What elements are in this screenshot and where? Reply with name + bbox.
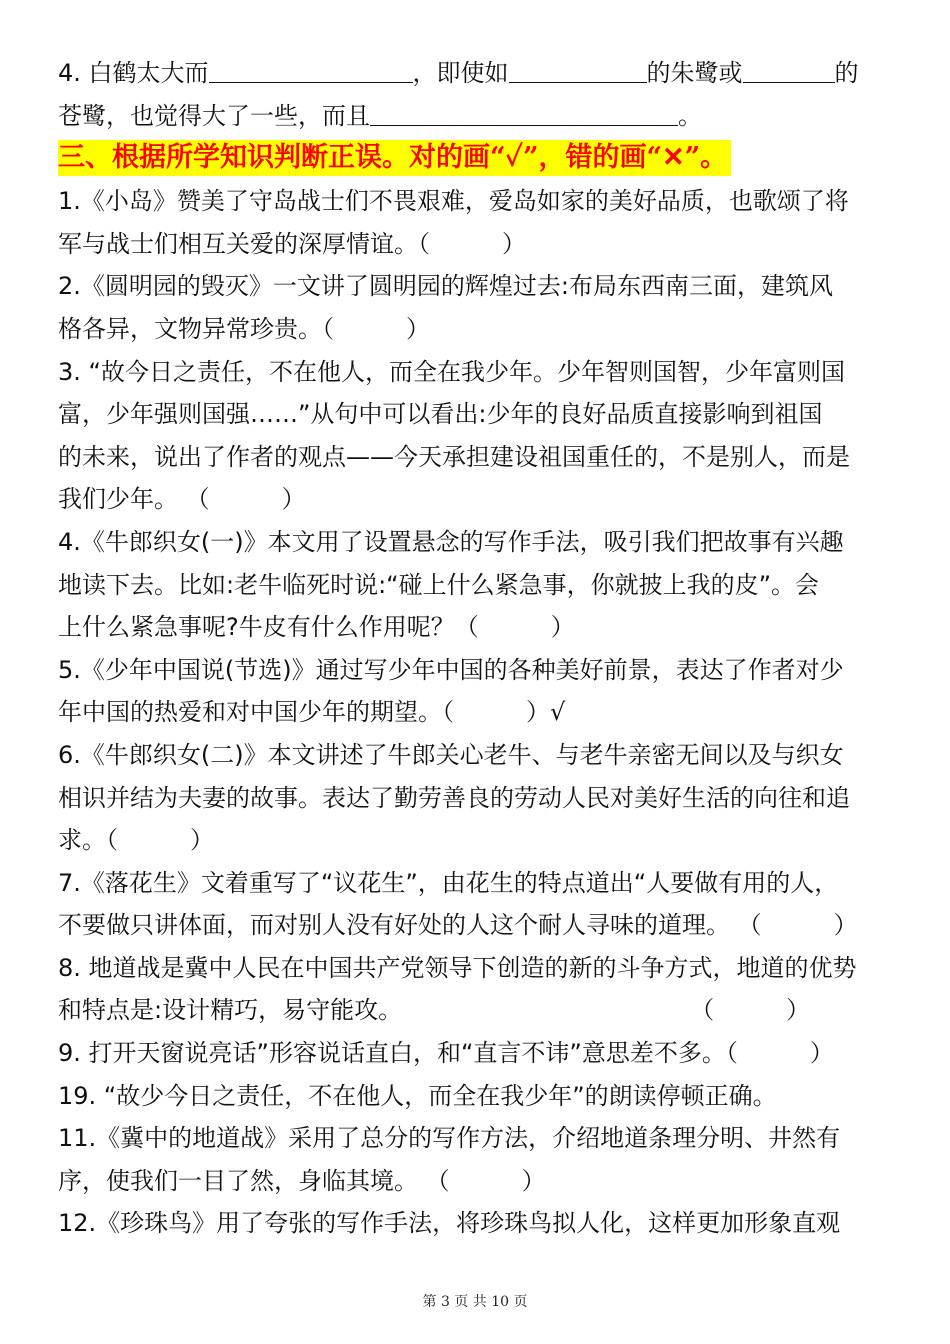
question-line: 5.《少年中国说(节选)》通过写少年中国的各种美好前景，表达了作者对少 [58,655,844,684]
page-footer: 第 3 页 共 10 页 [422,1294,528,1310]
question-line: 年中国的热爱和对中国少年的期望。（ ）√ [58,698,566,727]
question-item [58,734,898,862]
question-line: 6.《牛郎织女(二)》本文讲述了牛郎关心老牛、与老牛亲密无间以及与织女 [58,740,844,769]
question-line: 1.《小岛》赞美了守岛战士们不畏艰难，爱岛如家的美好品质，也歌颂了将 [58,187,849,216]
answer-blank[interactable] [743,60,835,83]
answer-blank[interactable] [370,103,678,126]
page-content [58,52,898,1245]
question-line: 9. 打开天窗说亮话”形容说话直白，和“直言不讳”意思差不多。（ ） [58,1039,834,1068]
section-heading: 三、根据所学知识判断正误。对的画“✓”，错的画“✕”。 [58,140,731,176]
question-line: 相识并结为夫妻的故事。表达了勤劳善良的劳动人民对美好生活的向往和追 [58,783,850,812]
question-item [58,1117,898,1202]
question-line: 格各异，文物异常珍贵。（ ） [58,314,430,343]
question-line: 和特点是:设计精巧，易守能攻。 （ ） [58,996,811,1025]
question-line: 军与战士们相互关爱的深厚情谊。（ ） [58,229,526,258]
question-line: 富，少年强则国强……”从句中可以看出:少年的良好品质直接影响到祖国 [58,400,823,429]
question-line: 8. 地道战是冀中人民在中国共产党领导下创造的新的斗争方式，地道的优势 [58,953,857,982]
question-line: 求。（ ） [58,826,214,855]
fill-text: 。 [678,101,702,130]
question-item [58,265,898,350]
question-line: 2.《圆明园的毁灭》一文讲了圆明园的辉煌过去:布局东西南三面，建筑风 [58,272,833,301]
question-line: 地读下去。比如:老牛临死时说:“碰上什么紧急事，你就披上我的皮”。会 [58,570,820,599]
question-item [58,1202,898,1245]
question-list [58,180,898,1245]
question-line: 7.《落花生》文着重写了“议花生”，由花生的特点道出“人要做有用的人， [58,868,839,897]
fill-question-4-line-1 [58,52,898,95]
question-item [58,947,898,1032]
fill-text: 的朱鹭或 [646,59,743,87]
fill-text: 4. 白鹤太大而 [58,59,209,87]
section-heading-wrap [58,137,898,180]
question-line: 我们少年。 （ ） [58,485,306,514]
question-line: 序，使我们一目了然，身临其境。 （ ） [58,1166,546,1195]
fill-text: ，即使如 [412,59,509,87]
answer-blank[interactable] [509,60,647,83]
fill-question-4-line-2 [58,95,898,138]
answer-blank[interactable] [209,60,413,83]
question-item [58,862,898,947]
question-item [58,1032,898,1075]
question-item [58,180,898,265]
question-line: 的未来，说出了作者的观点——今天承担建设祖国重任的，不是别人，而是 [58,442,850,471]
question-line: 上什么紧急事呢?牛皮有什么作用呢？（ ） [58,613,575,642]
question-item [58,1075,898,1118]
question-line: 11.《冀中的地道战》采用了总分的写作方法，介绍地道条理分明、井然有 [58,1124,841,1153]
question-item [58,521,898,649]
question-line: 12.《珍珠鸟》用了夸张的写作手法，将珍珠鸟拟人化，这样更加形象直观 [58,1209,841,1238]
fill-text: 的 [834,59,859,87]
question-line: 不要做只讲体面，而对别人没有好处的人这个耐人寻味的道理。 （ ） [58,911,858,940]
question-item [58,351,898,521]
question-line: 19. “故少今日之责任，不在他人，而全在我少年”的朗读停顿正确。 [58,1081,777,1110]
question-line: 3. “故今日之责任，不在他人，而全在我少年。少年智则国智，少年富则国 [58,357,845,386]
question-item [58,649,898,734]
question-line: 4.《牛郎织女(一)》本文用了设置悬念的写作手法，吸引我们把故事有兴趣 [58,527,844,556]
fill-text: 苍鹭，也觉得大了一些，而且 [58,101,370,130]
